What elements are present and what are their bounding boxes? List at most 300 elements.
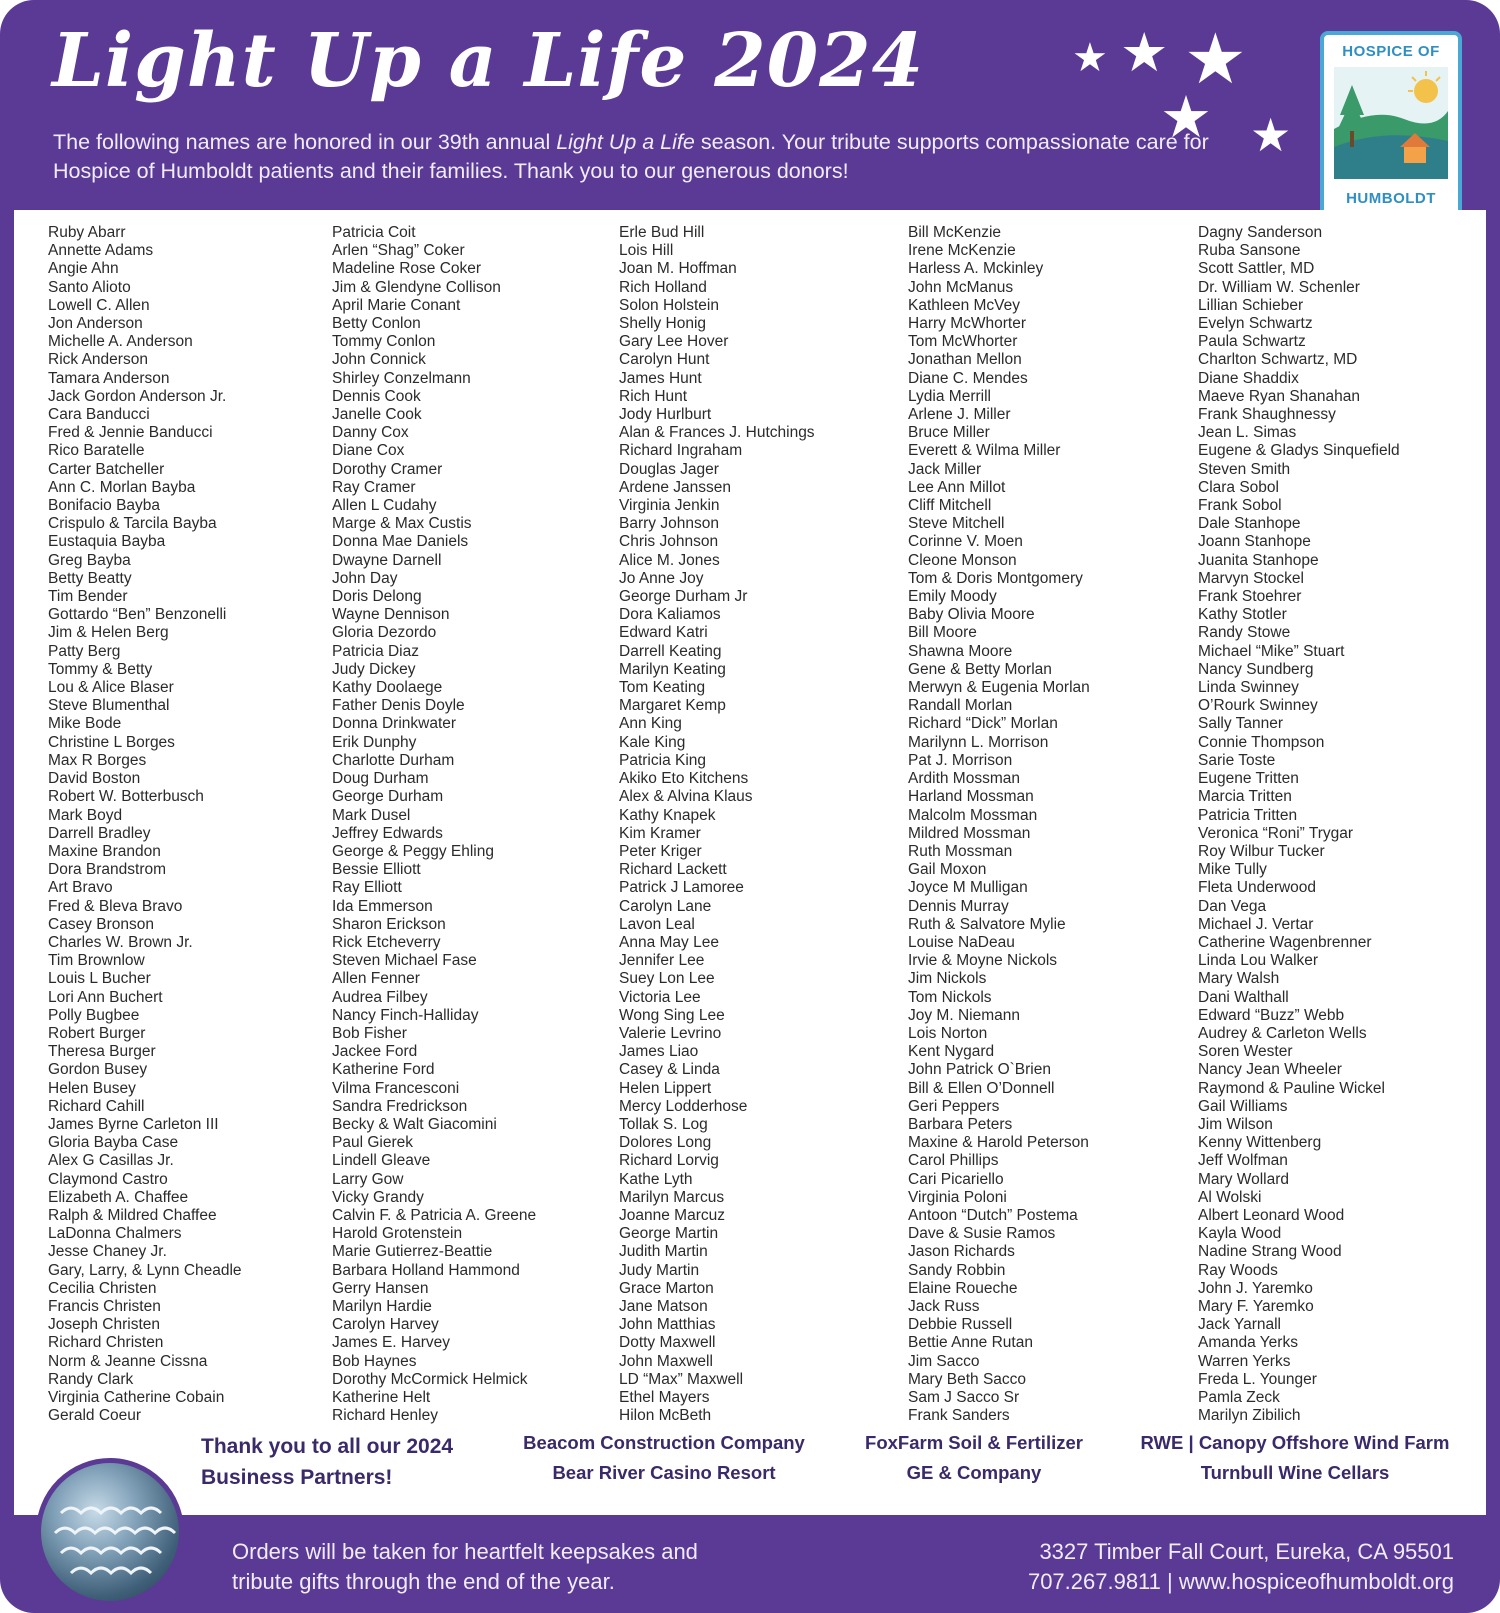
- honoree-name: Virginia Poloni: [908, 1188, 1007, 1206]
- honoree-name: Irvie & Moyne Nickols: [908, 952, 1058, 970]
- partner-group-2: [840, 1428, 1108, 1488]
- honoree-name: Katherine Ford: [332, 1061, 435, 1079]
- honoree-name: Mary Beth Sacco: [908, 1370, 1027, 1388]
- honoree-name: Jackee Ford: [332, 1043, 418, 1061]
- honoree-name: Rick Etcheverry: [332, 933, 441, 951]
- honoree-name: Cliff Mitchell: [908, 497, 992, 515]
- honoree-name: Richard Lackett: [619, 861, 727, 879]
- honoree-name: Norm & Jeanne Cissna: [48, 1352, 208, 1370]
- honoree-name: Mary Walsh: [1198, 970, 1280, 988]
- honoree-name: Gloria Dezordo: [332, 624, 437, 642]
- honoree-name: Tamara Anderson: [48, 369, 170, 387]
- honoree-name: Wayne Dennison: [332, 606, 450, 624]
- honoree-name: Patricia Tritten: [1198, 806, 1298, 824]
- honoree-name: Dr. William W. Schenler: [1198, 278, 1360, 296]
- business-partners: [14, 1428, 1486, 1510]
- honoree-name: Katherine Helt: [332, 1389, 431, 1406]
- honoree-name: Carolyn Lane: [619, 897, 712, 915]
- honoree-name: Dorothy McCormick Helmick: [332, 1370, 528, 1388]
- honoree-name: LD “Max” Maxwell: [619, 1370, 744, 1388]
- honoree-name: Ardene Janssen: [619, 478, 732, 496]
- honoree-name: Vilma Francesconi: [332, 1079, 460, 1097]
- honoree-name: Donna Mae Daniels: [332, 533, 469, 551]
- partner-name: RWE | Canopy Offshore Wind Farm: [1140, 1432, 1450, 1453]
- honoree-name: Dennis Murray: [908, 897, 1009, 915]
- honoree-name: Steve Blumenthal: [48, 697, 170, 715]
- honoree-name: Ruby Abarr: [48, 224, 126, 241]
- honoree-name: Ray Cramer: [332, 478, 416, 496]
- honoree-name: Evelyn Schwartz: [1198, 315, 1313, 333]
- honoree-name: Jack Russ: [908, 1297, 980, 1315]
- honoree-name: Casey Bronson: [48, 915, 154, 933]
- honoree-name: Scott Sattler, MD: [1198, 260, 1315, 278]
- honoree-name: Audrey & Carleton Wells: [1198, 1024, 1367, 1042]
- honoree-name: Fred & Bleva Bravo: [48, 897, 183, 915]
- honoree-name: Paul Gierek: [332, 1134, 413, 1152]
- honoree-name: Frank Shaughnessy: [1198, 406, 1336, 424]
- honoree-name: Virginia Jenkin: [619, 497, 720, 515]
- honoree-name: Ann C. Morlan Bayba: [48, 478, 196, 496]
- honoree-name: Robert Burger: [48, 1024, 146, 1042]
- honoree-name: Sandra Fredrickson: [332, 1097, 468, 1115]
- honoree-name: Barbara Holland Hammond: [332, 1261, 520, 1279]
- honoree-name: Darrell Keating: [619, 642, 722, 660]
- honoree-name: Rich Holland: [619, 278, 707, 296]
- honoree-name: Jim Wilson: [1198, 1115, 1273, 1133]
- honoree-name: Marge & Max Custis: [332, 515, 472, 533]
- honoree-name: Shelly Honig: [619, 315, 707, 333]
- honoree-name: Irene McKenzie: [908, 242, 1016, 260]
- honoree-name: Eugene & Gladys Sinquefield: [1198, 442, 1400, 460]
- honoree-name: Judy Dickey: [332, 660, 416, 678]
- honoree-name: Wong Sing Lee: [619, 1006, 725, 1024]
- honoree-name: Charlotte Durham: [332, 751, 455, 769]
- honoree-name: Bob Haynes: [332, 1352, 417, 1370]
- honoree-name: Dora Brandstrom: [48, 861, 167, 879]
- honoree-name: Lori Ann Buchert: [48, 988, 163, 1006]
- honoree-name: Marvyn Stockel: [1198, 569, 1304, 587]
- honoree-name: Bessie Elliott: [332, 861, 421, 879]
- honoree-name: Louise NaDeau: [908, 933, 1015, 951]
- honoree-name: Linda Swinney: [1198, 679, 1299, 697]
- intro-part2: season. Your tribute supports compassionate care for Hospice of Humboldt patients and their families. Thank you to our generous donors!: [53, 130, 1209, 183]
- honoree-name: Jim Nickols: [908, 970, 987, 988]
- honoree-name: John Maxwell: [619, 1352, 713, 1370]
- honoree-name: Tim Bender: [48, 588, 128, 606]
- honoree-name: John Connick: [332, 351, 426, 369]
- honoree-name: Kent Nygard: [908, 1043, 995, 1061]
- honoree-name: Solon Holstein: [619, 296, 719, 314]
- honoree-name: James E. Harvey: [332, 1334, 451, 1352]
- hospice-logo: [1320, 31, 1462, 219]
- honoree-name: Kayla Wood: [1198, 1225, 1282, 1243]
- star-icon: ★: [1160, 83, 1212, 151]
- honoree-name: Roy Wilbur Tucker: [1198, 842, 1325, 860]
- honoree-name: Helen Busey: [48, 1079, 136, 1097]
- honoree-name: Akiko Eto Kitchens: [619, 770, 749, 788]
- honoree-name: Barbara Peters: [908, 1115, 1013, 1133]
- honoree-name: Raymond & Pauline Wickel: [1198, 1079, 1385, 1097]
- honoree-name: Louis L Bucher: [48, 970, 151, 988]
- honoree-name: Cari Picariello: [908, 1170, 1004, 1188]
- honoree-name: Richard Lorvig: [619, 1152, 719, 1170]
- honoree-name: Arlen “Shag” Coker: [332, 242, 465, 260]
- honoree-name: Nancy Sundberg: [1198, 660, 1314, 678]
- honoree-name: Robert W. Botterbusch: [48, 788, 204, 806]
- honoree-name: Tom & Doris Montgomery: [908, 569, 1083, 587]
- honoree-name: Jack Miller: [908, 460, 982, 478]
- honoree-name: Becky & Walt Giacomini: [332, 1115, 497, 1133]
- intro-italic: Light Up a Life: [556, 130, 695, 154]
- honoree-name: Helen Lippert: [619, 1079, 712, 1097]
- honoree-name: Alice M. Jones: [619, 551, 720, 569]
- partner-name: Beacom Construction Company: [523, 1432, 805, 1453]
- honoree-name: Audrea Filbey: [332, 988, 428, 1006]
- honoree-name: Diane Shaddix: [1198, 369, 1299, 387]
- honoree-name: Betty Conlon: [332, 315, 421, 333]
- honoree-name: Judy Martin: [619, 1261, 700, 1279]
- names-column-3: [619, 224, 815, 1425]
- names-panel: [14, 210, 1486, 1515]
- honoree-name: Jack Yarnall: [1198, 1316, 1281, 1334]
- orders-line-1: Orders will be taken for heartfelt keepsakes and: [232, 1539, 698, 1564]
- honoree-name: Kathy Stotler: [1198, 606, 1287, 624]
- honoree-name: John McManus: [908, 278, 1014, 296]
- honoree-name: Marilyn Hardie: [332, 1297, 432, 1315]
- honoree-name: Diane C. Mendes: [908, 369, 1028, 387]
- honoree-name: Marcia Tritten: [1198, 788, 1292, 806]
- star-icon: ★: [1250, 108, 1292, 162]
- honoree-name: Nadine Strang Wood: [1198, 1243, 1342, 1261]
- honoree-name: Dave & Susie Ramos: [908, 1225, 1056, 1243]
- honoree-name: Joanne Marcuz: [619, 1206, 725, 1224]
- honoree-name: Hilon McBeth: [619, 1407, 712, 1425]
- honoree-name: Merwyn & Eugenia Morlan: [908, 679, 1090, 697]
- honoree-name: Jane Matson: [619, 1297, 708, 1315]
- honoree-name: Soren Wester: [1198, 1043, 1293, 1061]
- honoree-name: Maeve Ryan Shanahan: [1198, 387, 1361, 405]
- honoree-name: Mike Bode: [48, 715, 122, 733]
- honoree-name: Suey Lon Lee: [619, 970, 715, 988]
- partner-name: GE & Company: [906, 1462, 1042, 1483]
- honoree-name: Dennis Cook: [332, 387, 421, 405]
- honoree-name: Catherine Wagenbrenner: [1198, 933, 1372, 951]
- honoree-name: Dora Kaliamos: [619, 606, 721, 624]
- star-icon: ★: [1072, 35, 1108, 81]
- honoree-name: Alex G Casillas Jr.: [48, 1152, 174, 1170]
- honoree-name: Joann Stanhope: [1198, 533, 1311, 551]
- honoree-name: Harless A. Mckinley: [908, 260, 1044, 278]
- honoree-name: Kathy Knapek: [619, 806, 716, 824]
- honoree-name: Jeff Wolfman: [1198, 1152, 1288, 1170]
- honoree-name: Danny Cox: [332, 424, 409, 442]
- honoree-name: Art Bravo: [48, 879, 113, 897]
- honoree-name: Richard Ingraham: [619, 442, 743, 460]
- honoree-name: Jody Hurlburt: [619, 406, 712, 424]
- honoree-name: Mercy Lodderhose: [619, 1097, 748, 1115]
- honoree-name: Ardith Mossman: [908, 770, 1020, 788]
- honoree-name: George Martin: [619, 1225, 719, 1243]
- honoree-name: Barry Johnson: [619, 515, 719, 533]
- honoree-name: James Hunt: [619, 369, 702, 387]
- partner-name: FoxFarm Soil & Fertilizer: [865, 1432, 1083, 1453]
- honoree-name: Steven Smith: [1198, 460, 1291, 478]
- partner-name: Bear River Casino Resort: [552, 1462, 776, 1483]
- honoree-name: Mildred Mossman: [908, 824, 1031, 842]
- honoree-name: Lydia Merrill: [908, 387, 991, 405]
- honoree-name: Nancy Finch-Halliday: [332, 1006, 479, 1024]
- honoree-name: John J. Yaremko: [1198, 1279, 1313, 1297]
- honoree-name: Allen Fenner: [332, 970, 420, 988]
- honoree-name: Dale Stanhope: [1198, 515, 1301, 533]
- honoree-name: Anna May Lee: [619, 933, 719, 951]
- honoree-name: Eustaquia Bayba: [48, 533, 166, 551]
- honoree-name: Cleone Monson: [908, 551, 1017, 569]
- honoree-name: Douglas Jager: [619, 460, 719, 478]
- honoree-name: Christine L Borges: [48, 733, 175, 751]
- honoree-name: Rico Baratelle: [48, 442, 145, 460]
- honoree-name: Harland Mossman: [908, 788, 1034, 806]
- honoree-name: Marilyn Marcus: [619, 1188, 725, 1206]
- orders-note: [232, 1537, 698, 1597]
- honoree-name: Kim Kramer: [619, 824, 701, 842]
- honoree-name: Ida Emmerson: [332, 897, 433, 915]
- names-column-2: [332, 224, 536, 1425]
- honoree-name: Mary Wollard: [1198, 1170, 1290, 1188]
- honoree-name: Steven Michael Fase: [332, 952, 477, 970]
- honoree-name: Larry Gow: [332, 1170, 404, 1188]
- honoree-name: Ruth & Salvatore Mylie: [908, 915, 1066, 933]
- honoree-name: Lindell Gleave: [332, 1152, 431, 1170]
- honoree-name: Arlene J. Miller: [908, 406, 1011, 424]
- honoree-name: April Marie Conant: [332, 296, 461, 314]
- honoree-name: Fleta Underwood: [1198, 879, 1317, 897]
- honoree-name: Peter Kriger: [619, 842, 702, 860]
- honoree-name: Sharon Erickson: [332, 915, 446, 933]
- honoree-name: Frank Stoehrer: [1198, 588, 1302, 606]
- honoree-name: Fred & Jennie Banducci: [48, 424, 213, 442]
- logo-text-bottom: HUMBOLDT: [1346, 190, 1436, 207]
- honoree-name: Rick Anderson: [48, 351, 148, 369]
- honoree-name: Juanita Stanhope: [1198, 551, 1319, 569]
- honoree-name: Gary Lee Hover: [619, 333, 729, 351]
- honoree-name: Carter Batcheller: [48, 460, 165, 478]
- honoree-name: Janelle Cook: [332, 406, 422, 424]
- names-column-1: [48, 224, 242, 1425]
- honoree-name: Carol Phillips: [908, 1152, 999, 1170]
- partner-name: Turnbull Wine Cellars: [1200, 1462, 1390, 1483]
- honoree-name: Lillian Schieber: [1198, 296, 1304, 314]
- honoree-name: Doug Durham: [332, 770, 429, 788]
- footer: [0, 1515, 1500, 1613]
- honoree-name: Francis Christen: [48, 1297, 161, 1315]
- honoree-name: Father Denis Doyle: [332, 697, 465, 715]
- honoree-name: Richard Christen: [48, 1334, 164, 1352]
- honoree-name: Kathleen McVey: [908, 296, 1021, 314]
- honoree-name: Dan Vega: [1198, 897, 1267, 915]
- honoree-name: Alan & Frances J. Hutchings: [619, 424, 815, 442]
- honoree-name: Ruba Sansone: [1198, 242, 1301, 260]
- honoree-name: Bob Fisher: [332, 1024, 407, 1042]
- thanks-line-2: Business Partners!: [201, 1466, 393, 1489]
- honoree-name: Alex & Alvina Klaus: [619, 788, 753, 806]
- honoree-name: Jon Anderson: [48, 315, 143, 333]
- logo-landscape-icon: [1334, 67, 1448, 179]
- honoree-name: Erle Bud Hill: [619, 224, 705, 241]
- honoree-name: Valerie Levrino: [619, 1024, 722, 1042]
- honoree-name: James Liao: [619, 1043, 699, 1061]
- honoree-name: Gloria Bayba Case: [48, 1134, 179, 1152]
- honoree-name: Eugene Tritten: [1198, 770, 1299, 788]
- honoree-name: Elizabeth A. Chaffee: [48, 1188, 189, 1206]
- honoree-name: Claymond Castro: [48, 1170, 168, 1188]
- honoree-name: Dwayne Darnell: [332, 551, 442, 569]
- orders-line-2: tribute gifts through the end of the year.: [232, 1569, 615, 1594]
- honoree-name: Calvin F. & Patricia A. Greene: [332, 1206, 537, 1224]
- honoree-name: Gerry Hansen: [332, 1279, 429, 1297]
- honoree-name: Kathe Lyth: [619, 1170, 693, 1188]
- intro-part1: The following names are honored in our 39th annual: [53, 130, 557, 154]
- honoree-name: Sam J Sacco Sr: [908, 1389, 1020, 1406]
- honoree-name: Charles W. Brown Jr.: [48, 933, 193, 951]
- honoree-name: George Durham Jr: [619, 588, 748, 606]
- honoree-name: David Boston: [48, 770, 141, 788]
- honoree-name: Linda Lou Walker: [1198, 952, 1319, 970]
- honoree-name: Chris Johnson: [619, 533, 719, 551]
- honoree-name: Richard Henley: [332, 1407, 438, 1425]
- honoree-name: Bill & Ellen O’Donnell: [908, 1079, 1055, 1097]
- honoree-name: Dorothy Cramer: [332, 460, 443, 478]
- honoree-name: Randy Stowe: [1198, 624, 1291, 642]
- honoree-name: Paula Schwartz: [1198, 333, 1306, 351]
- honoree-name: Cecilia Christen: [48, 1279, 157, 1297]
- honoree-name: Bill McKenzie: [908, 224, 1002, 241]
- honoree-name: Bonifacio Bayba: [48, 497, 161, 515]
- honoree-name: Lee Ann Millot: [908, 478, 1006, 496]
- honoree-name: Gottardo “Ben” Benzonelli: [48, 606, 227, 624]
- honoree-name: Patricia Diaz: [332, 642, 419, 660]
- honoree-name: Madeline Rose Coker: [332, 260, 482, 278]
- honoree-name: Tommy & Betty: [48, 660, 153, 678]
- address: 3327 Timber Fall Court, Eureka, CA 95501: [1039, 1539, 1454, 1564]
- honoree-name: Lowell C. Allen: [48, 296, 150, 314]
- honoree-name: Dolores Long: [619, 1134, 712, 1152]
- honoree-name: Tim Brownlow: [48, 952, 145, 970]
- honoree-name: Steve Mitchell: [908, 515, 1005, 533]
- honoree-name: Jim Sacco: [908, 1352, 980, 1370]
- honoree-name: Richard “Dick” Morlan: [908, 715, 1058, 733]
- honoree-name: Warren Yerks: [1198, 1352, 1291, 1370]
- honoree-name: Corinne V. Moen: [908, 533, 1023, 551]
- honoree-name: Tollak S. Log: [619, 1115, 708, 1133]
- honoree-name: Patty Berg: [48, 642, 121, 660]
- honoree-name: Jack Gordon Anderson Jr.: [48, 387, 227, 405]
- honoree-name: Joseph Christen: [48, 1316, 161, 1334]
- honoree-name: Harold Grotenstein: [332, 1225, 463, 1243]
- honoree-name: Jim & Glendyne Collison: [332, 278, 501, 296]
- honoree-name: Freda L. Younger: [1198, 1370, 1317, 1388]
- honoree-name: Debbie Russell: [908, 1316, 1013, 1334]
- names-column-4: [908, 224, 1090, 1425]
- star-icon: ★: [1120, 21, 1169, 84]
- honoree-name: Michael “Mike” Stuart: [1198, 642, 1345, 660]
- honoree-name: Doris Delong: [332, 588, 422, 606]
- honoree-name: Pat J. Morrison: [908, 751, 1013, 769]
- partners-thanks: [201, 1431, 453, 1493]
- honoree-name: Tom McWhorter: [908, 333, 1018, 351]
- honoree-name: Pamla Zeck: [1198, 1389, 1280, 1406]
- honoree-name: Polly Bugbee: [48, 1006, 140, 1024]
- honoree-name: Lavon Leal: [619, 915, 695, 933]
- honoree-name: Marilynn L. Morrison: [908, 733, 1049, 751]
- honoree-name: Gary, Larry, & Lynn Cheadle: [48, 1261, 242, 1279]
- honoree-name: Tom Keating: [619, 679, 706, 697]
- honoree-name: John Matthias: [619, 1316, 716, 1334]
- honoree-name: Ray Elliott: [332, 879, 402, 897]
- phone-website: 707.267.9811 | www.hospiceofhumboldt.org: [1027, 1569, 1454, 1594]
- honoree-name: Jim & Helen Berg: [48, 624, 169, 642]
- honoree-name: Clara Sobol: [1198, 478, 1279, 496]
- honoree-name: Lois Norton: [908, 1024, 988, 1042]
- honoree-name: Connie Thompson: [1198, 733, 1325, 751]
- honoree-name: Bill Moore: [908, 624, 977, 642]
- honoree-name: Margaret Kemp: [619, 697, 726, 715]
- honoree-name: Elaine Roueche: [908, 1279, 1018, 1297]
- honoree-name: Mark Dusel: [332, 806, 411, 824]
- honoree-name: Jo Anne Joy: [619, 569, 704, 587]
- intro-text: [53, 128, 1233, 186]
- honoree-name: Maxine & Harold Peterson: [908, 1134, 1089, 1152]
- honoree-name: Antoon “Dutch” Postema: [908, 1206, 1078, 1224]
- contact-info: [1028, 1537, 1454, 1597]
- honoree-name: John Patrick O`Brien: [908, 1061, 1051, 1079]
- honoree-name: Sarie Toste: [1198, 751, 1276, 769]
- honoree-name: Angie Ahn: [48, 260, 119, 278]
- honoree-name: Dagny Sanderson: [1198, 224, 1323, 241]
- header: [0, 0, 1500, 210]
- honoree-name: Everett & Wilma Miller: [908, 442, 1061, 460]
- stars-decoration: [1072, 18, 1320, 178]
- honoree-name: Tom Nickols: [908, 988, 992, 1006]
- honoree-name: George & Peggy Ehling: [332, 842, 494, 860]
- honoree-name: LaDonna Chalmers: [48, 1225, 182, 1243]
- honoree-name: Patrick J Lamoree: [619, 879, 744, 897]
- honoree-name: Joan M. Hoffman: [619, 260, 737, 278]
- honoree-name: Gail Williams: [1198, 1097, 1288, 1115]
- honoree-name: Veronica “Roni” Trygar: [1198, 824, 1354, 842]
- honoree-name: Richard Cahill: [48, 1097, 145, 1115]
- honoree-name: Joyce M Mulligan: [908, 879, 1028, 897]
- partner-group-3: [1130, 1428, 1460, 1488]
- honoree-name: Lou & Alice Blaser: [48, 679, 174, 697]
- honoree-name: Nancy Jean Wheeler: [1198, 1061, 1342, 1079]
- honoree-name: Judith Martin: [619, 1243, 708, 1261]
- honoree-name: Michelle A. Anderson: [48, 333, 193, 351]
- honoree-name: Theresa Burger: [48, 1043, 156, 1061]
- honoree-name: Joy M. Niemann: [908, 1006, 1020, 1024]
- honoree-name: Donna Drinkwater: [332, 715, 457, 733]
- honoree-name: O’Rourk Swinney: [1198, 697, 1318, 715]
- honoree-name: Emily Moody: [908, 588, 997, 606]
- ornament-scales-icon: [41, 1463, 179, 1601]
- names-column-5: [1198, 224, 1400, 1425]
- honoree-name: Marie Gutierrez-Beattie: [332, 1243, 493, 1261]
- star-icon: ★: [1184, 18, 1247, 100]
- honoree-name: Kale King: [619, 733, 686, 751]
- honoree-name: Kathy Doolaege: [332, 679, 443, 697]
- honoree-name: Jennifer Lee: [619, 952, 705, 970]
- honoree-name: Randall Morlan: [908, 697, 1013, 715]
